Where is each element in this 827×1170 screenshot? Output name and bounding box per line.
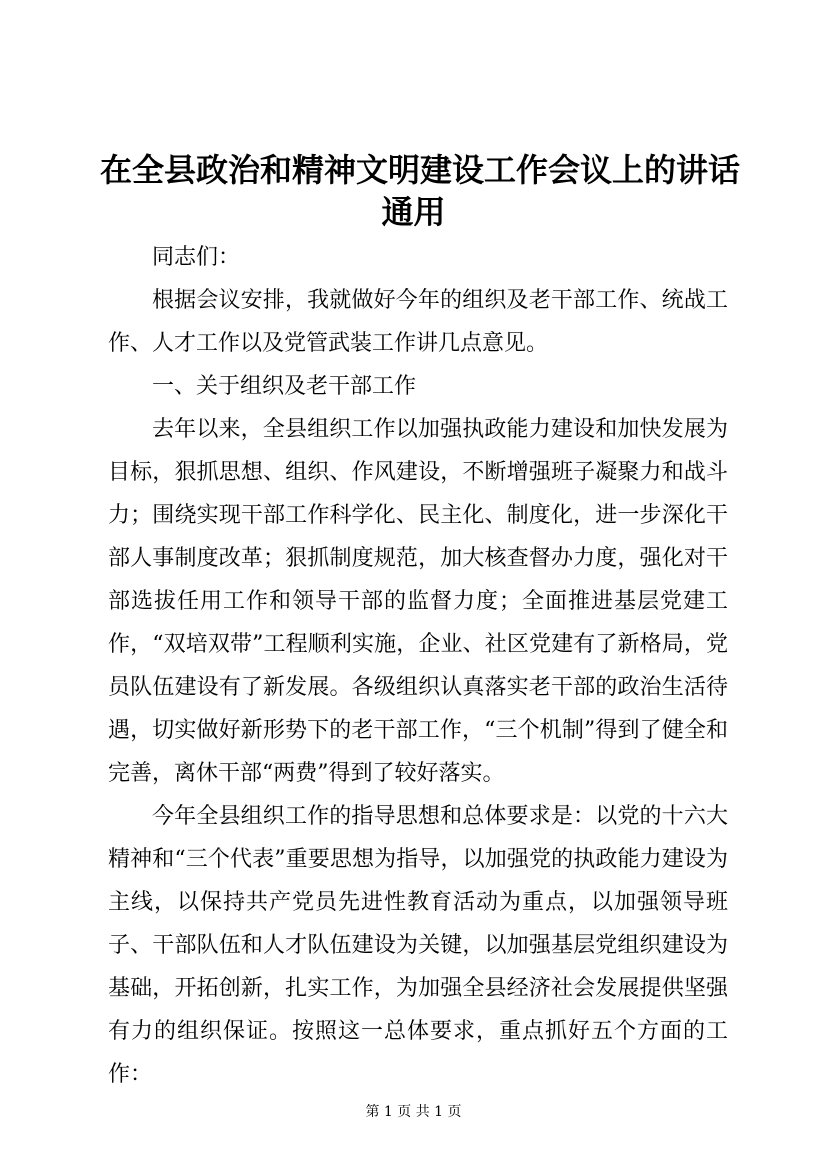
body-paragraph-requirements: 今年全县组织工作的指导思想和总体要求是：以党的十六大精神和“三个代表”重要思想为指导，以加强党的执政能力建设为主线，以保持共产党员先进性教育活动为重点，以加强领导班子、干部队伍和人才队伍建设为关键，以加强基层党组织建设为基础，开拓创新，扎实工作，为加强全县经济社会发展提供坚强有力的组织保证。按照这一总体要求，重点抓好五个方面的工作： <box>108 804 728 1087</box>
body-paragraph-review: 去年以来，全县组织工作以加强执政能力建设和加快发展为目标，狠抓思想、组织、作风建设，不断增强班子凝聚力和战斗力；围绕实现干部工作科学化、民主化、制度化，进一步深化干部人事制度改革；狠抓制度规范，加大核查督办力度，强化对干部选拔任用工作和领导干部的监督力度；全面推进基层党建工作，“双培双带”工程顺利实施，企业、社区党建有了新格局，党员队伍建设有了新发展。各级组织认真落实老干部的政治生活待遇，切实做好新形势下的老干部工作，“三个机制”得到了健全和完善，离休干部“两费”得到了较好落实。 <box>108 417 728 786</box>
page-footer: 第 1 页 共 1 页 <box>365 1104 462 1120</box>
document-title-line-1: 在全县政治和精神文明建设工作会议上的讲话 <box>100 151 741 189</box>
document-body <box>108 236 728 1096</box>
document-title-line-2: 通用 <box>381 193 446 231</box>
salutation-paragraph: 同志们： <box>152 245 241 270</box>
section-heading: 一、关于组织及老干部工作 <box>152 374 417 399</box>
intro-paragraph: 根据会议安排，我就做好今年的组织及老干部工作、统战工作、人才工作以及党管武装工作讲几点意见。 <box>108 288 728 356</box>
